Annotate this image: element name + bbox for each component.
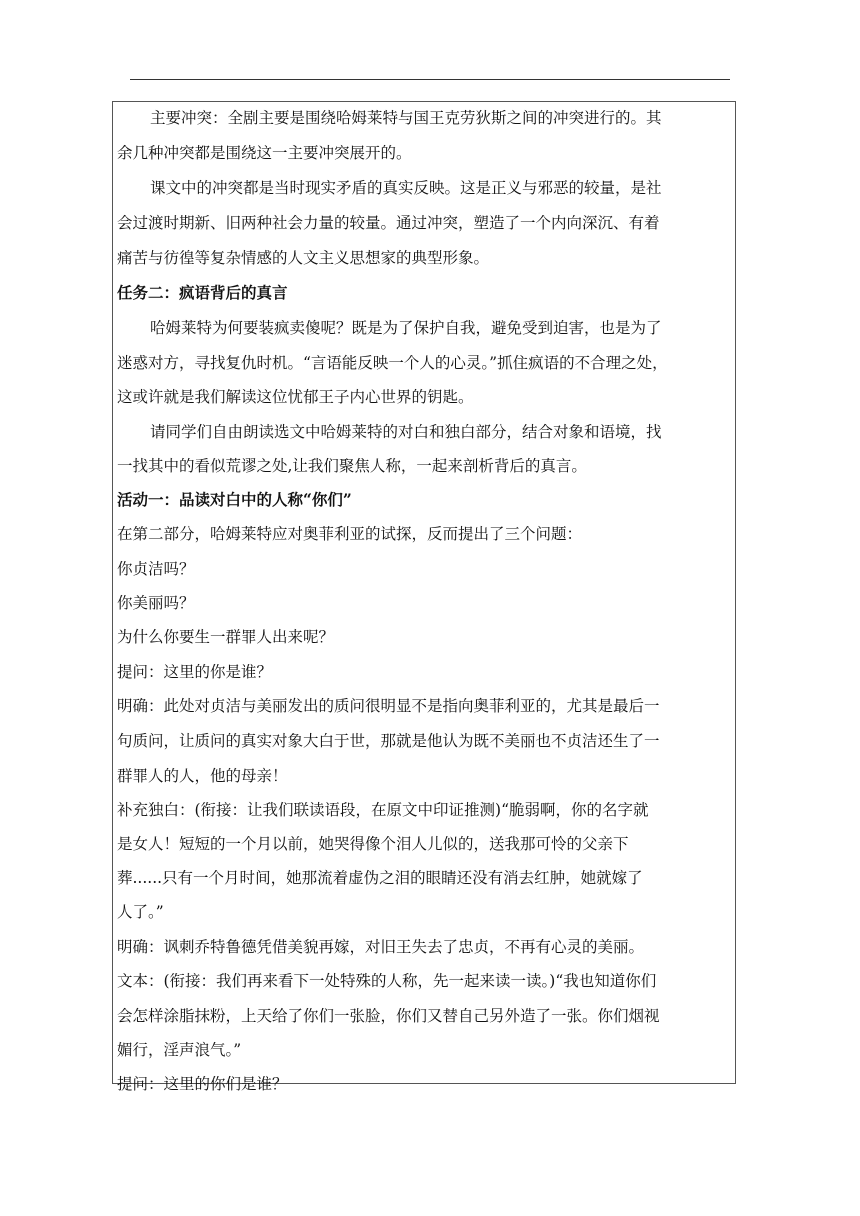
text-line: 明确：此处对贞洁与美丽发出的质问很明显不是指向奥菲利亚的，尤其是最后一 [117,697,660,715]
text-line: 句质问，让质问的真实对象大白于世，那就是他认为既不美丽也不贞洁还生了一 [117,732,660,750]
text-line: 这或许就是我们解读这位忧郁王子内心世界的钥匙。 [117,388,474,406]
text-line: 葬......只有一个月时间，她那流着虚伪之泪的眼睛还没有消去红肿，她就嫁了 [117,869,643,887]
text-line: 你贞洁吗？ [117,560,195,578]
text-line: 补充独白：(衔接：让我们联读语段，在原文中印证推测)“脆弱啊，你的名字就 [117,801,649,819]
text-line: 人了。” [117,903,164,921]
text-line: 余几种冲突都是围绕这一主要冲突展开的。 [117,144,412,162]
text-line: 一找其中的看似荒谬之处,让我们聚焦人称，一起来剖析背后的真言。 [117,457,587,475]
text-line: 痛苦与彷徨等复杂情感的人文主义思想家的典型形象。 [117,249,490,267]
text-line: 请同学们自由朗读选文中哈姆莱特的对白和独白部分，结合对象和语境，找 [150,423,662,441]
text-line: 你美丽吗？ [117,594,195,612]
section-heading: 任务二：疯语背后的真言 [117,283,288,302]
text-line: 为什么你要生一群罪人出来呢？ [117,628,335,646]
text-line: 是女人！短短的一个月以前，她哭得像个泪人儿似的，送我那可怜的父亲下 [117,835,629,853]
text-line: 主要冲突：全剧主要是围绕哈姆莱特与国王克劳狄斯之间的冲突进行的。其 [150,109,662,127]
text-line: 媚行，淫声浪气。” [117,1041,242,1059]
text-line: 课文中的冲突都是当时现实矛盾的真实反映。这是正义与邪恶的较量，是社 [150,179,662,197]
text-line: 哈姆莱特为何要装疯卖傻呢？既是为了保护自我，避免受到迫害，也是为了 [150,319,662,337]
header-rule [130,79,730,80]
text-line: 会怎样涂脂抹粉，上天给了你们一张脸，你们又替自己另外造了一张。你们烟视 [117,1007,660,1025]
text-line: 群罪人的人，他的母亲！ [117,767,288,785]
text-line: 在第二部分，哈姆莱特应对奥菲利亚的试探，反而提出了三个问题： [117,525,583,543]
text-line: 文本：(衔接：我们再来看下一处特殊的人称，先一起来读一读。)“我也知道你们 [117,972,657,990]
text-line: 迷惑对方，寻找复仇时机。“言语能反映一个人的心灵。”抓住疯语的不合理之处， [117,354,668,372]
text-line: 明确：讽刺乔特鲁德凭借美貌再嫁，对旧王失去了忠贞，不再有心灵的美丽。 [117,938,645,956]
text-line: 提问：这里的你是谁？ [117,663,273,681]
text-line: 会过渡时期新、旧两种社会力量的较量。通过冲突，塑造了一个内向深沉、有着 [117,214,660,232]
text-line: 提问：这里的你们是谁？ [117,1075,288,1093]
section-heading: 活动一：品读对白中的人称“你们” [117,490,352,509]
